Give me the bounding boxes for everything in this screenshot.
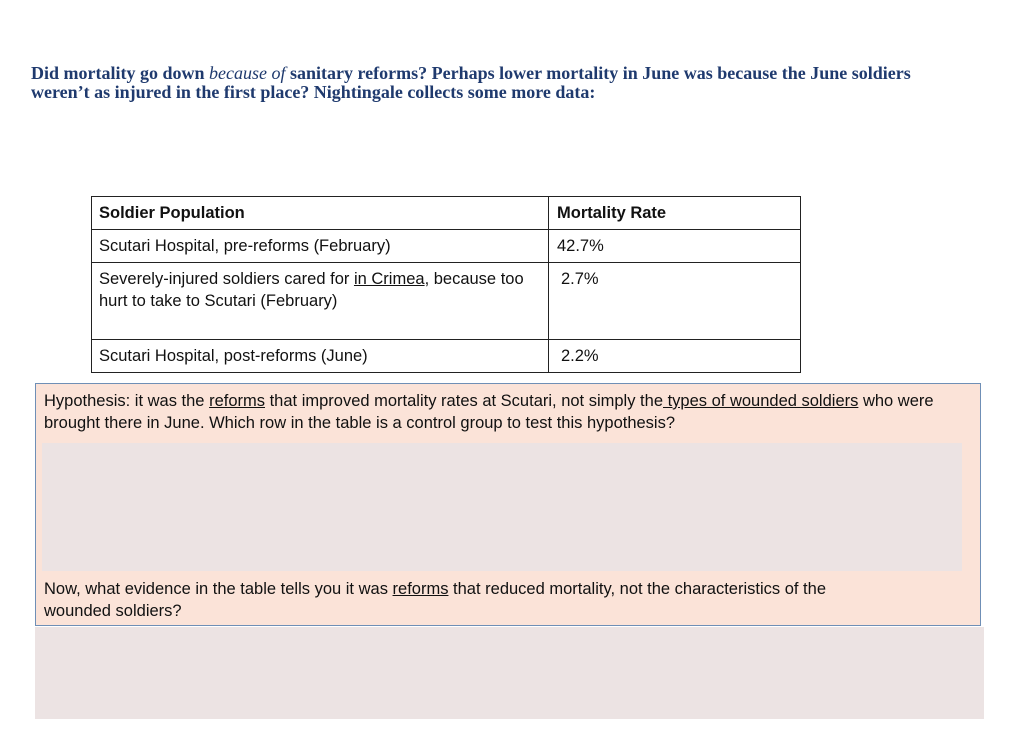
table-row <box>92 263 801 340</box>
intro-text-2: sanitary reforms? Perhaps lower mortality in June was because the June soldiers weren’t as injured in the first place? Nightingale collects some more data: <box>31 63 911 102</box>
header-soldier-population: Soldier Population <box>92 197 549 230</box>
q1-text-2: that improved mortality rates at Scutari, not simply the <box>265 392 663 410</box>
population-cell <box>92 230 549 263</box>
question-box <box>35 383 981 626</box>
q1-text-1: Hypothesis: it was the <box>44 392 210 410</box>
q1-reforms-underlined: reforms <box>209 392 265 410</box>
q2-reforms-underlined: reforms <box>392 580 449 598</box>
population-cell <box>92 340 549 373</box>
answer-field-2[interactable] <box>35 627 984 719</box>
header-mortality-rate: Mortality Rate <box>549 197 801 230</box>
q2-text-1: Now, what evidence in the table tells you it was <box>44 580 393 598</box>
table-header-row <box>92 197 801 230</box>
population-text: Scutari Hospital, post-reforms (June) <box>99 347 368 365</box>
intro-text-1: Did mortality go down <box>31 63 210 83</box>
population-text: Severely-injured soldiers cared for <box>99 270 354 288</box>
mortality-table <box>91 196 801 373</box>
answer-field-1[interactable] <box>42 443 962 571</box>
evidence-question <box>44 578 884 622</box>
hypothesis-question <box>44 390 974 434</box>
table-row <box>92 230 801 263</box>
q2-text-2: that reduced mortality, not the characteristics of the wounded soldiers? <box>44 580 826 620</box>
population-text: Scutari Hospital, pre-reforms (February) <box>99 237 391 255</box>
rate-cell: 42.7% <box>549 230 801 263</box>
table-row <box>92 340 801 373</box>
rate-cell: 2.7% <box>549 263 801 340</box>
population-cell <box>92 263 549 340</box>
intro-italic-text: because of <box>209 63 286 83</box>
q1-types-underlined: types of wounded soldiers <box>663 392 859 410</box>
intro-paragraph <box>31 64 931 102</box>
crimea-underlined-text: in Crimea <box>353 270 425 288</box>
q1-text-3: who were brought there in June. Which row in the table is a control group to test this hypothesis? <box>44 392 934 432</box>
rate-cell: 2.2% <box>549 340 801 373</box>
population-text-tail: , because too hurt to take to Scutari (February) <box>99 270 524 310</box>
